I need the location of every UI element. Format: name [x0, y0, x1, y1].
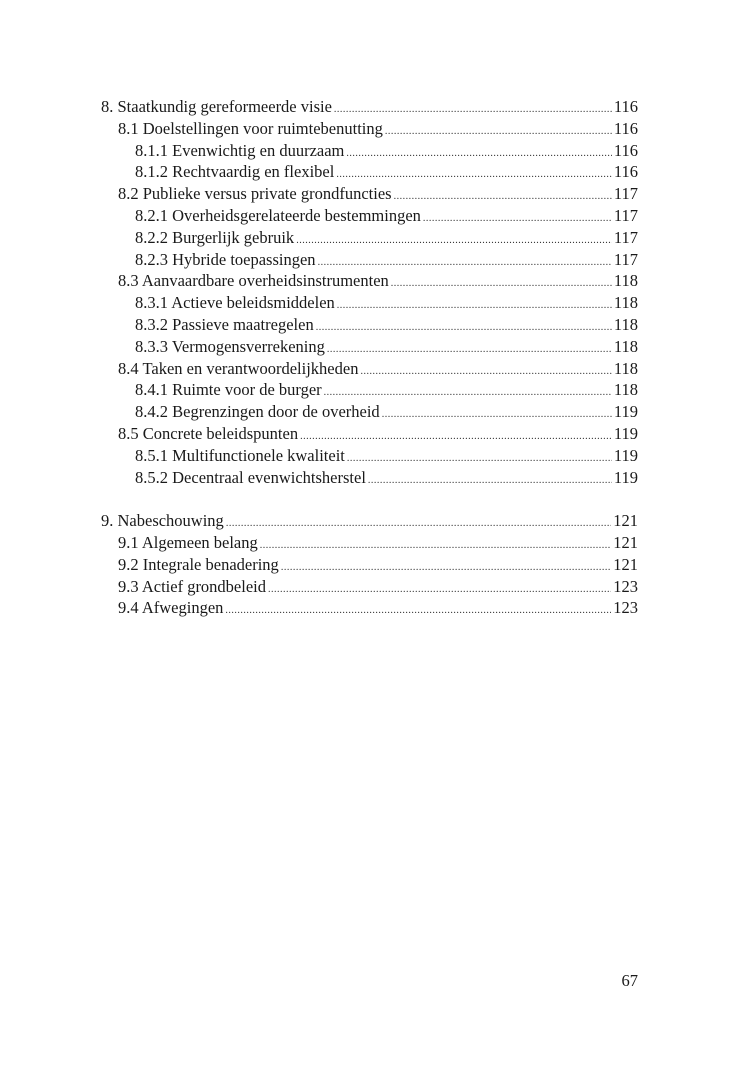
dot-leader — [334, 99, 612, 118]
toc-entry-page: 116 — [613, 162, 638, 182]
toc-section — [101, 358, 638, 380]
toc-subsection — [101, 227, 638, 249]
toc-entry-title: 9.4 Afwegingen — [118, 598, 224, 618]
toc-entry-page: 119 — [613, 423, 638, 443]
toc-entry-title: 8.4.2 Begrenzingen door de overheid — [135, 402, 380, 422]
toc-entry-page: 119 — [613, 445, 638, 465]
toc-section — [101, 118, 638, 140]
toc-entry-title: 8.5.1 Multifunctionele kwaliteit — [135, 445, 345, 465]
dot-leader — [360, 361, 611, 380]
toc-entry-title: 8.4 Taken en verantwoordelijkheden — [118, 358, 359, 378]
toc-entry-page: 118 — [613, 380, 638, 400]
dot-leader — [391, 273, 612, 292]
dot-leader — [324, 382, 612, 401]
toc-entry-page: 118 — [613, 336, 638, 356]
toc-entry-page: 117 — [613, 249, 638, 269]
toc-subsection — [101, 314, 638, 336]
dot-leader — [336, 164, 612, 183]
dot-leader — [394, 186, 612, 205]
dot-leader — [368, 470, 612, 489]
table-of-contents — [101, 96, 638, 619]
toc-entry-page: 123 — [613, 576, 638, 596]
toc-entry-title: 8.4.1 Ruimte voor de burger — [135, 380, 322, 400]
toc-entry-title: 8.5 Concrete beleidspunten — [118, 423, 299, 443]
toc-entry-page: 117 — [613, 184, 638, 204]
toc-entry-page: 116 — [613, 140, 638, 160]
toc-subsection — [101, 336, 638, 358]
toc-entry-title: 8.5.2 Decentraal evenwichtsherstel — [135, 467, 366, 487]
toc-entry-page: 116 — [613, 97, 638, 116]
dot-leader — [260, 535, 611, 554]
toc-subsection — [101, 445, 638, 467]
toc-entry-page: 118 — [613, 271, 638, 291]
dot-leader — [225, 600, 611, 619]
toc-entry-title: 9.1 Algemeen belang — [118, 532, 258, 552]
dot-leader — [226, 513, 611, 532]
toc-section — [101, 270, 638, 292]
toc-entry-title: 8.1 Doelstellingen voor ruimtebenutting — [118, 118, 383, 138]
toc-entry-title: 9. Nabeschouwing — [101, 511, 224, 531]
toc-entry-page: 119 — [613, 467, 638, 487]
dot-leader — [423, 208, 612, 227]
toc-entry-page: 119 — [613, 402, 638, 422]
dot-leader — [385, 121, 612, 140]
toc-entry-title: 9.3 Actief grondbeleid — [118, 576, 267, 596]
toc-entry-page: 118 — [613, 358, 638, 378]
toc-entry-page: 118 — [613, 314, 638, 334]
toc-subsection — [101, 467, 638, 489]
toc-chapter — [101, 96, 638, 118]
toc-entry-page: 121 — [613, 554, 638, 574]
toc-entry-page: 121 — [613, 511, 638, 531]
toc-subsection — [101, 292, 638, 314]
toc-subsection — [101, 249, 638, 271]
dot-leader — [268, 579, 611, 598]
toc-subsection — [101, 161, 638, 183]
toc-entry-title: 8.1.2 Rechtvaardig en flexibel — [135, 162, 335, 182]
toc-subsection — [101, 401, 638, 423]
toc-entry-page: 116 — [613, 118, 638, 138]
toc-section — [101, 576, 638, 598]
toc-entry-title: 8.2.1 Overheidsgerelateerde bestemmingen — [135, 205, 421, 225]
dot-leader — [337, 295, 612, 314]
toc-section — [101, 183, 638, 205]
toc-subsection — [101, 379, 638, 401]
dot-leader — [296, 230, 612, 249]
dot-leader — [346, 143, 611, 162]
toc-entry-title: 8.1.1 Evenwichtig en duurzaam — [135, 140, 345, 160]
dot-leader — [318, 252, 612, 271]
toc-entry-title: 8.2.2 Burgerlijk gebruik — [135, 227, 295, 247]
toc-entry-title: 8.3.1 Actieve beleidsmiddelen — [135, 293, 335, 313]
toc-section — [101, 423, 638, 445]
toc-section — [101, 554, 638, 576]
toc-entry-page: 118 — [613, 293, 638, 313]
dot-leader — [382, 404, 612, 423]
toc-subsection — [101, 140, 638, 162]
toc-entry-title: 8.3.3 Vermogensverrekening — [135, 336, 325, 356]
toc-entry-title: 8.2.3 Hybride toepassingen — [135, 249, 316, 269]
dot-leader — [300, 426, 612, 445]
toc-entry-title: 8.3 Aanvaardbare overheidsinstrumenten — [118, 271, 389, 291]
dot-leader — [327, 339, 612, 358]
chapter-spacer — [101, 488, 638, 510]
toc-entry-title: 8.2 Publieke versus private grondfuncties — [118, 184, 392, 204]
toc-entry-page: 121 — [613, 532, 638, 552]
toc-entry-title: 8. Staatkundig gereformeerde visie — [101, 97, 332, 116]
toc-subsection — [101, 205, 638, 227]
toc-entry-title: 8.3.2 Passieve maatregelen — [135, 314, 314, 334]
toc-entry-page: 123 — [613, 598, 638, 618]
dot-leader — [347, 448, 612, 467]
dot-leader — [316, 317, 612, 336]
toc-chapter — [101, 510, 638, 532]
page-number: 67 — [621, 971, 638, 990]
toc-section — [101, 597, 638, 619]
toc-entry-page: 117 — [613, 205, 638, 225]
dot-leader — [281, 557, 611, 576]
toc-section — [101, 532, 638, 554]
toc-entry-title: 9.2 Integrale benadering — [118, 554, 279, 574]
toc-entry-page: 117 — [613, 227, 638, 247]
